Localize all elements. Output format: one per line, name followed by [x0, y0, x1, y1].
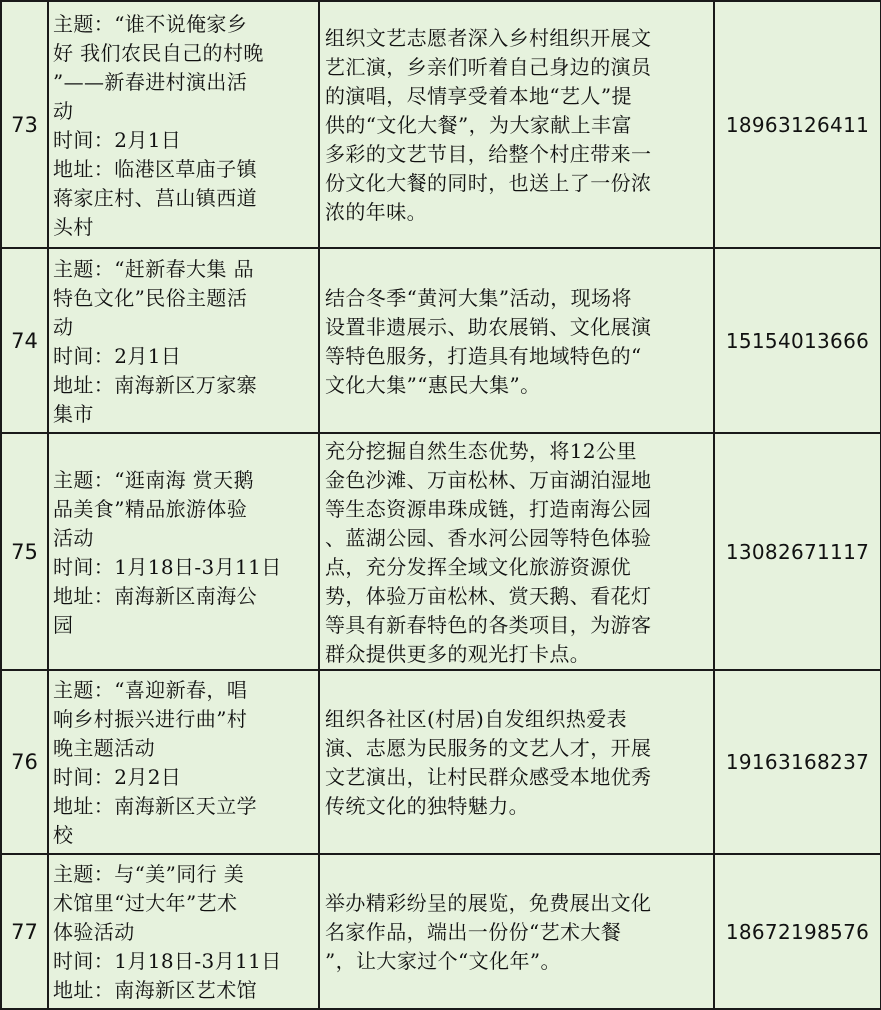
- event-description-line: 的演唱，尽情享受着本地“艺人”提: [325, 84, 632, 108]
- event-info-line: 时间：2月2日: [53, 765, 182, 789]
- event-info-line: 地址：南海新区南海公: [53, 583, 257, 608]
- event-description-line: 举办精彩纷呈的展览，免费展出文化: [325, 891, 652, 915]
- event-info-line: 主题：与“美”同行 美: [53, 862, 245, 886]
- row-number: 77: [1, 854, 48, 1009]
- table-row: [1, 670, 881, 854]
- event-description-line: 浓的年味。: [325, 200, 427, 224]
- event-description-line: 文艺演出，让村民群众感受本地优秀: [325, 765, 652, 789]
- event-info-line: 主题：“喜迎新春，唱: [53, 678, 248, 702]
- event-info-line: 主题：“逛南海 赏天鹅: [53, 467, 254, 492]
- event-info-line: 园: [53, 612, 74, 637]
- event-info-cell: [48, 854, 319, 1009]
- event-description-line: 等特色服务，打造具有地域特色的“: [325, 343, 642, 368]
- table-row: [1, 248, 881, 433]
- row-number: 76: [1, 670, 48, 854]
- event-info-line: 时间：1月18日-3月11日: [53, 949, 282, 973]
- event-info-line: 时间：2月1日: [53, 127, 182, 152]
- event-description-line: 群众提供更多的观光打卡点。: [325, 641, 591, 666]
- row-number: 74: [1, 248, 48, 433]
- event-description-cell: [319, 248, 714, 433]
- event-info-line: 特色文化”民俗主题活: [53, 285, 248, 310]
- event-description-line: 名家作品，端出一份份“艺术大餐: [325, 920, 622, 944]
- event-info-line: 品美食”精品旅游体验: [53, 496, 248, 521]
- event-description-line: 结合冬季“黄河大集”活动，现场将: [325, 285, 632, 310]
- event-info-line: ”——新春进村演出活: [53, 69, 248, 94]
- table-body: [1, 1, 881, 1009]
- event-description-line: 、蓝湖公园、香水河公园等特色体验: [325, 525, 652, 550]
- event-info-line: 术馆里“过大年”艺术: [53, 891, 238, 915]
- event-info-line: 地址：南海新区天立学: [53, 794, 257, 818]
- event-info-line: 主题：“赶新春大集 品: [53, 256, 254, 281]
- table-row: [1, 854, 881, 1009]
- event-info-line: 地址：临港区草庙子镇: [53, 156, 257, 181]
- event-info-cell: [48, 433, 319, 670]
- event-description-line: 传统文化的独特魅力。: [325, 794, 529, 818]
- event-info-line: 好 我们农民自己的村晚: [53, 40, 264, 65]
- event-info-line: 蒋家庄村、莒山镇西道: [53, 185, 257, 210]
- event-info-line: 地址：南海新区万家寨: [53, 372, 257, 397]
- event-description-line: 份文化大餐的同时，也送上了一份浓: [325, 171, 652, 195]
- event-description-cell: [319, 1, 714, 248]
- event-info-line: 时间：2月1日: [53, 343, 182, 368]
- event-description-line: 艺汇演，乡亲们听着自己身边的演员: [325, 55, 652, 79]
- event-info-line: 动: [53, 98, 74, 123]
- event-description-line: ”，让大家过个“文化年”。: [325, 949, 561, 973]
- event-description-line: 金色沙滩、万亩松林、万亩湖泊湿地: [325, 467, 652, 492]
- event-description-line: 文化大集”“惠民大集”。: [325, 372, 541, 397]
- event-description-line: 组织文艺志愿者深入乡村组织开展文: [325, 26, 652, 50]
- event-info-line: 动: [53, 314, 74, 339]
- event-description-cell: [319, 433, 714, 670]
- event-info-line: 活动: [53, 525, 94, 550]
- event-info-line: 集市: [53, 401, 94, 426]
- event-info-line: 校: [53, 823, 74, 847]
- event-description-line: 供的“文化大餐”，为大家献上丰富: [325, 113, 632, 137]
- event-info-line: 主题：“谁不说俺家乡: [53, 11, 248, 36]
- row-number: 75: [1, 433, 48, 670]
- contact-phone: 19163168237: [714, 670, 881, 854]
- event-info-cell: [48, 670, 319, 854]
- event-description-line: 充分挖掘自然生态优势，将12公里: [325, 438, 637, 463]
- event-info-cell: [48, 248, 319, 433]
- event-info-line: 地址：南海新区艺术馆: [53, 978, 257, 1002]
- event-description-line: 多彩的文艺节目，给整个村庄带来一: [325, 142, 652, 166]
- table-row: [1, 433, 881, 670]
- event-info-line: 体验活动: [53, 920, 135, 944]
- event-description-line: 组织各社区(村居)自发组织热爱表: [325, 707, 628, 731]
- row-number: 73: [1, 1, 48, 248]
- event-description-line: 演、志愿为民服务的文艺人才，开展: [325, 736, 652, 760]
- event-description-cell: [319, 854, 714, 1009]
- event-info-line: 时间：1月18日-3月11日: [53, 554, 282, 579]
- table-row: [1, 1, 881, 248]
- event-info-line: 头村: [53, 214, 94, 239]
- event-info-cell: [48, 1, 319, 248]
- event-description-line: 等生态资源串珠成链，打造南海公园: [325, 496, 652, 521]
- contact-phone: 18672198576: [714, 854, 881, 1009]
- contact-phone: 18963126411: [714, 1, 881, 248]
- contact-phone: 13082671117: [714, 433, 881, 670]
- event-description-line: 点，充分发挥全域文化旅游资源优: [325, 554, 631, 579]
- event-info-line: 晚主题活动: [53, 736, 155, 760]
- event-description-line: 势，体验万亩松林、赏天鹅、看花灯: [325, 583, 652, 608]
- event-description-cell: [319, 670, 714, 854]
- event-info-line: 响乡村振兴进行曲”村: [53, 707, 248, 731]
- contact-phone: 15154013666: [714, 248, 881, 433]
- event-description-line: 等具有新春特色的各类项目，为游客: [325, 612, 652, 637]
- event-description-line: 设置非遗展示、助农展销、文化展演: [325, 314, 652, 339]
